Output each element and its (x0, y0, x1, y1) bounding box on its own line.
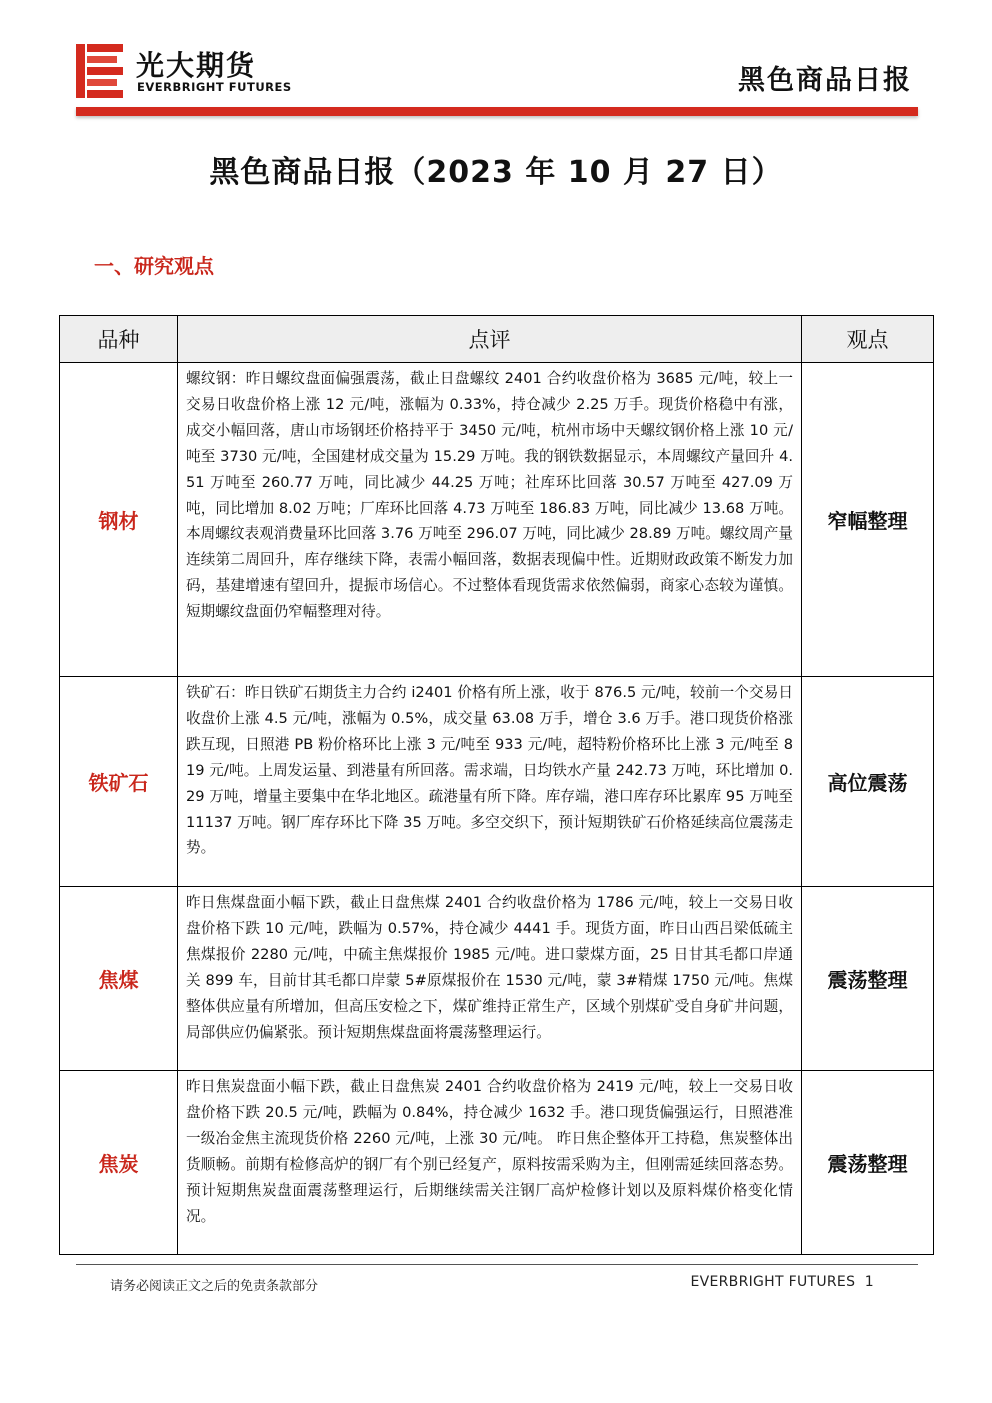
table-row (60, 1071, 934, 1255)
variety-cell: 钢材 (60, 363, 178, 677)
section-heading: 一、研究观点 (94, 254, 214, 278)
brand-name-cn: 光大期货 (136, 49, 257, 82)
footer-disclaimer: 请务必阅读正文之后的免责条款部分 (110, 1279, 319, 1294)
view-cell: 窄幅整理 (802, 363, 934, 677)
header-comment: 点评 (178, 316, 802, 363)
everbright-logo-icon (76, 42, 126, 100)
table-row (60, 677, 934, 887)
document-title: 黑色商品日报（2023 年 10 月 27 日） (209, 155, 783, 190)
comment-cell: 螺纹钢：昨日螺纹盘面偏强震荡，截止日盘螺纹 2401 合约收盘价格为 3685 元/吨，较上一交易日收盘价格上涨 12 元/吨，涨幅为 0.33%，持仓减少 2.25 万手。现货价格稳中有涨，成交小幅回落，唐山市场钢坯价格持平于 3450 元/吨，杭州市场中天螺纹钢价格上涨 10 元/吨至 3730 元/吨，全国建材成交量为 15.29 万吨。我的钢铁数据显示，本周螺纹产量回升 4.51 万吨至 260.77 万吨，同比减少 44.25 万吨；社库环比回落 30.57 万吨至 427.09 万吨，同比增加 8.02 万吨；厂库环比回落 4.73 万吨至 186.83 万吨，同比减少 13.68 万吨。本周螺纹表观消费量环比回落 3.76 万吨至 296.07 万吨，同比减少 28.89 万吨。螺纹周产量连续第二周回升，库存继续下降，表需小幅回落，数据表现偏中性。近期财政政策不断发力加码，基建增速有望回升，提振市场信心。不过整体看现货需求依然偏弱，商家心态较为谨慎。短期螺纹盘面仍窄幅整理对待。 (178, 363, 802, 677)
comment-cell: 铁矿石：昨日铁矿石期货主力合约 i2401 价格有所上涨，收于 876.5 元/吨，较前一个交易日收盘价上涨 4.5 元/吨，涨幅为 0.5%，成交量 63.08 万手，增仓 3.6 万手。港口现货价格涨跌互现，日照港 PB 粉价格环比上涨 3 元/吨至 933 元/吨，超特粉价格环比上涨 3 元/吨至 819 元/吨。上周发运量、到港量有所回落。需求端，日均铁水产量 242.73 万吨，环比增加 0.29 万吨，增量主要集中在华北地区。疏港量有所下降。库存端，港口库存环比累库 95 万吨至 11137 万吨。钢厂库存环比下降 35 万吨。多空交织下，预计短期铁矿石价格延续高位震荡走势。 (178, 677, 802, 887)
table-header-row (60, 316, 934, 363)
variety-cell: 焦煤 (60, 887, 178, 1071)
variety-cell: 铁矿石 (60, 677, 178, 887)
view-cell: 震荡整理 (802, 1071, 934, 1255)
page-number: 1 (864, 1274, 874, 1290)
header-view: 观点 (802, 316, 934, 363)
view-cell: 高位震荡 (802, 677, 934, 887)
header-divider (76, 107, 918, 116)
footer-company-page (690, 1274, 874, 1290)
research-view-table (59, 315, 934, 1255)
report-type-label: 黑色商品日报 (738, 65, 912, 96)
header-variety: 品种 (60, 316, 178, 363)
table-row (60, 887, 934, 1071)
table-row (60, 363, 934, 677)
variety-cell: 焦炭 (60, 1071, 178, 1255)
comment-cell: 昨日焦炭盘面小幅下跌，截止日盘焦炭 2401 合约收盘价格为 2419 元/吨，较上一交易日收盘价格下跌 20.5 元/吨，跌幅为 0.84%，持仓减少 1632 手。港口现货偏强运行，日照港准一级冶金焦主流现货价格 2260 元/吨，上涨 30 元/吨。 昨日焦企整体开工持稳，焦炭整体出货顺畅。前期有检修高炉的钢厂有个别已经复产，原料按需采购为主，但刚需延续回落态势。预计短期焦炭盘面震荡整理运行，后期继续需关注钢厂高炉检修计划以及原料煤价格变化情况。 (178, 1071, 802, 1255)
comment-cell: 昨日焦煤盘面小幅下跌，截止日盘焦煤 2401 合约收盘价格为 1786 元/吨，较上一交易日收盘价格下跌 10 元/吨，跌幅为 0.57%，持仓减少 4441 手。现货方面，昨日山西吕梁低硫主焦煤报价 2280 元/吨，中硫主焦煤报价 1985 元/吨。进口蒙煤方面，25 日甘其毛都口岸通关 899 车，目前甘其毛都口岸蒙 5#原煤报价在 1530 元/吨，蒙 3#精煤 1750 元/吨。焦煤整体供应量有所增加，但高压安检之下，煤矿维持正常生产，区域个别煤矿受自身矿井问题，局部供应仍偏紧张。预计短期焦煤盘面将震荡整理运行。 (178, 887, 802, 1071)
page-header (0, 0, 992, 122)
footer-company: EVERBRIGHT FUTURES (690, 1274, 856, 1290)
brand-name-en: EVERBRIGHT FUTURES (137, 80, 292, 94)
footer-divider (76, 1264, 918, 1265)
view-cell: 震荡整理 (802, 887, 934, 1071)
